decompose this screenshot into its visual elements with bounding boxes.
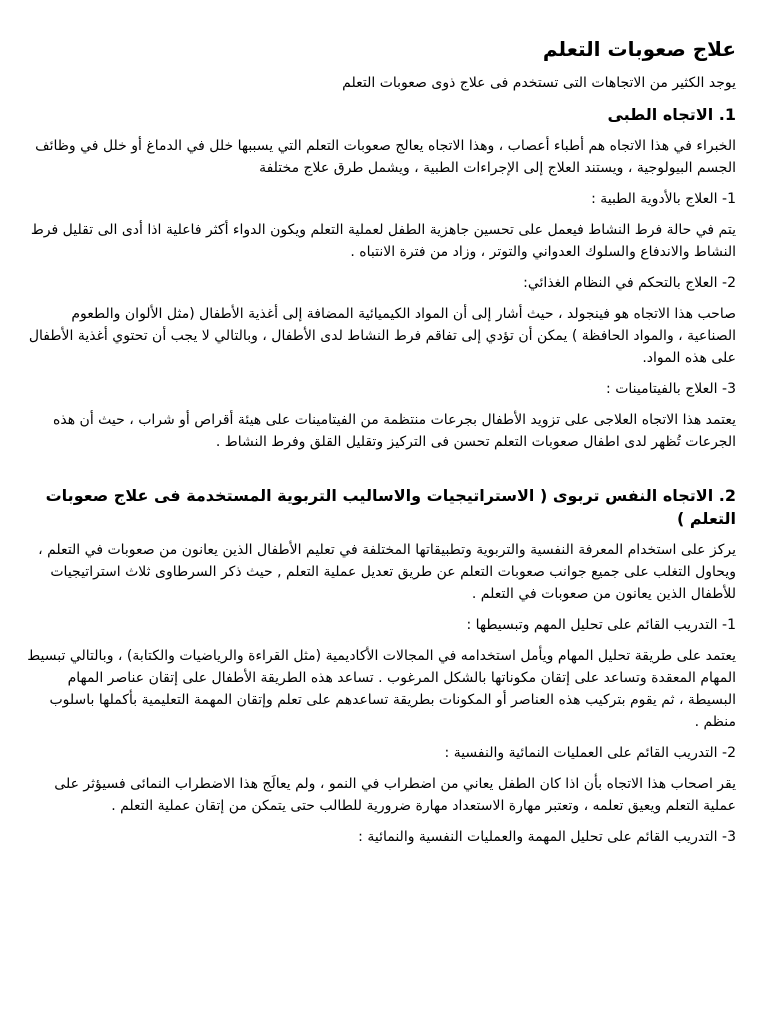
subheading-medication: 1- العلاج بالأدوية الطبية : bbox=[591, 191, 736, 207]
subheading-diet: 2- العلاج بالتحكم في النظام الغذائي: bbox=[523, 275, 736, 291]
section-spacer bbox=[26, 462, 736, 484]
section-intro-psychoeducational: يركز على استخدام المعرفة النفسية والتربوية وتطبيقاتها المختلفة في تعليم الأطفال الذين يعانون من صعوبات في التعلم ، ويحاول التغلب على جميع جوانب صعوبات التعلم عن طريق تعديل عملية التعلم , حيث ذكر السرطاوى ثلاث استراتيجيات للأطفال الذين يعانون من صعوبات في التعلم . bbox=[38, 542, 736, 602]
subheading-developmental: 2- التدريب القائم على العمليات النمائية والنفسية : bbox=[444, 745, 736, 761]
paragraph-medication: يتم في حالة فرط النشاط فيعمل على تحسين جاهزية الطفل لعملية التعلم ويكون الدواء أكثر فاعلية اذا أدى الى تقليل فرط النشاط والاندفاع والسلوك العدواني والتوتر ، وزاد من فترة الانتباه . bbox=[30, 222, 736, 260]
section-heading-medical: 1. الاتجاه الطبى bbox=[607, 105, 736, 124]
paragraph-developmental: يقر اصحاب هذا الاتجاه بأن اذا كان الطفل يعاني من اضطراب في النمو ، ولم يعالَج هذا الاضطراب النمائى فسيؤثر على عملية التعلم ويعيق تعلمه ، وتعتبر مهارة الاستعداد مهارة ضرورية للطالب حتى يتمكن من إتقان عملية التعلم . bbox=[54, 776, 736, 814]
section-heading-psychoeducational: 2. الاتجاه النفس تربوى ( الاستراتيجيات والاساليب التربوية المستخدمة فى علاج صعوبات التعلم ) bbox=[45, 486, 736, 528]
section-intro-medical: الخبراء في هذا الاتجاه هم أطباء أعصاب ، وهذا الاتجاه يعالج صعوبات التعلم التي يسببها خلل في الدماغ أو خلل في وظائف الجسم البيولوجية ، ويستند العلاج إلى الإجراءات الطبية ، ويشمل طرق علاج مختلفة bbox=[35, 138, 736, 176]
intro-paragraph: يوجد الكثير من الاتجاهات التى تستخدم فى علاج ذوى صعوبات التعلم bbox=[342, 75, 736, 91]
paragraph-diet: صاحب هذا الاتجاه هو فينجولد ، حيث أشار إلى أن المواد الكيميائية المضافة إلى أغذية الأطفال (مثل الألوان والطعوم الصناعية ، والمواد الحافظة ) يمكن أن تؤدي إلى تفاقم فرط النشاط لدى الأطفال ، وبالتالي لا يجب أن تحتوي أغذية الأطفال على هذه المواد. bbox=[28, 306, 736, 366]
subheading-task-analysis: 1- التدريب القائم على تحليل المهم وتبسيطها : bbox=[466, 617, 736, 633]
document-title: علاج صعوبات التعلم bbox=[542, 37, 736, 61]
paragraph-task-analysis: يعتمد على طريقة تحليل المهام ويأمل استخدامه في المجالات الأكاديمية (مثل القراءة والرياضيات والكتابة) ، وبالتالي تبسيط المهام المعقدة وتساعد على إتقان مكوناتها بالشكل المرغوب . تساعد هذه الطريقة الأطفال على إتقان عناصر المهام البسيطة ، ثم يقوم بتركيب هذه العناصر أو المكونات بطريقة تساعدهم على تعلم وإتقان المهمة التعليمية بأكملها باسلوب منظم . bbox=[27, 648, 736, 730]
paragraph-vitamins: يعتمد هذا الاتجاه العلاجى على تزويد الأطفال بجرعات منتظمة من الفيتامينات على هيئة أقراص أو شراب ، حيث أن هذه الجرعات تُظهر لدى اطفال صعوبات التعلم تحسن فى التركيز وتقليل القلق وفرط النشاط . bbox=[53, 412, 736, 450]
subheading-vitamins: 3- العلاج بالفيتامينات : bbox=[606, 381, 736, 397]
subheading-combined: 3- التدريب القائم على تحليل المهمة والعمليات النفسية والنمائية : bbox=[358, 829, 736, 845]
